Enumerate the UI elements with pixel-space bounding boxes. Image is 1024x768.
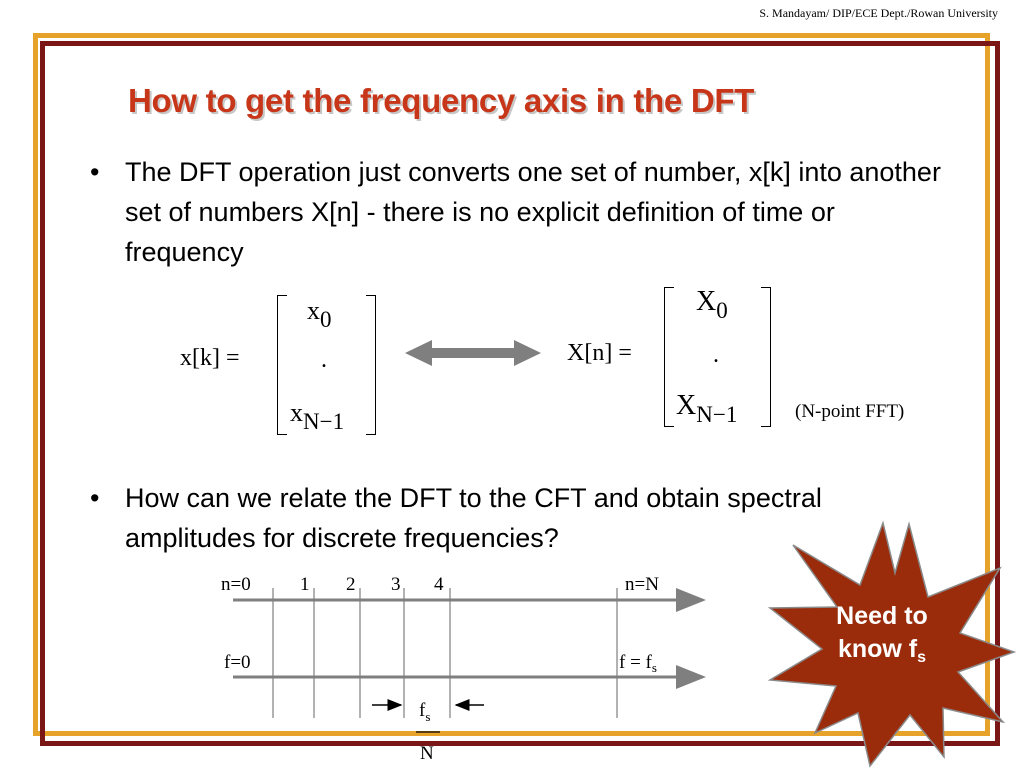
n-label: n=0 [221,574,251,595]
n-label: 3 [391,574,401,595]
eq-left-top: x0 [307,296,332,332]
bullet-text: How can we relate the DFT to the CFT and obtain spectral amplitudes for discrete frequencies? [125,483,822,553]
spacing-denominator: N [420,743,434,764]
header-credit: S. Mandayam/ DIP/ECE Dept./Rowan University [759,6,998,20]
eq-right-bottom: $X_{N-1}$ [676,390,738,427]
n-label: 1 [300,574,310,595]
f-start-label: f=0 [224,652,251,673]
fft-note: (N-point FFT) [795,401,905,422]
eq-right-top: $X_0$ [696,286,728,323]
f-end-label: $f = f_s$ [619,652,657,675]
callout-text: Need to know $f_s$ [836,602,928,666]
n-label: 2 [346,574,356,595]
slide-title: How to get the frequency axis in the DFT [128,82,755,119]
eq-left-bottom: xN−1 [290,398,345,434]
eq-right-lhs: X[n] = [567,340,632,366]
eq-left-mid: . [321,347,327,373]
n-label: 4 [434,574,444,595]
n-label: n=N [625,574,659,595]
spacing-numerator: $f_s$ [419,700,431,724]
eq-right-mid: . [713,342,719,368]
eq-left-lhs: x[k] = [180,345,240,371]
bullet-dot: • [90,157,100,187]
bullet-text: The DFT operation just converts one set of number, x[k] into another set of numbers X[n] - there is no explicit definition of time or frequency [125,157,941,267]
bullet-dot: • [90,483,100,513]
